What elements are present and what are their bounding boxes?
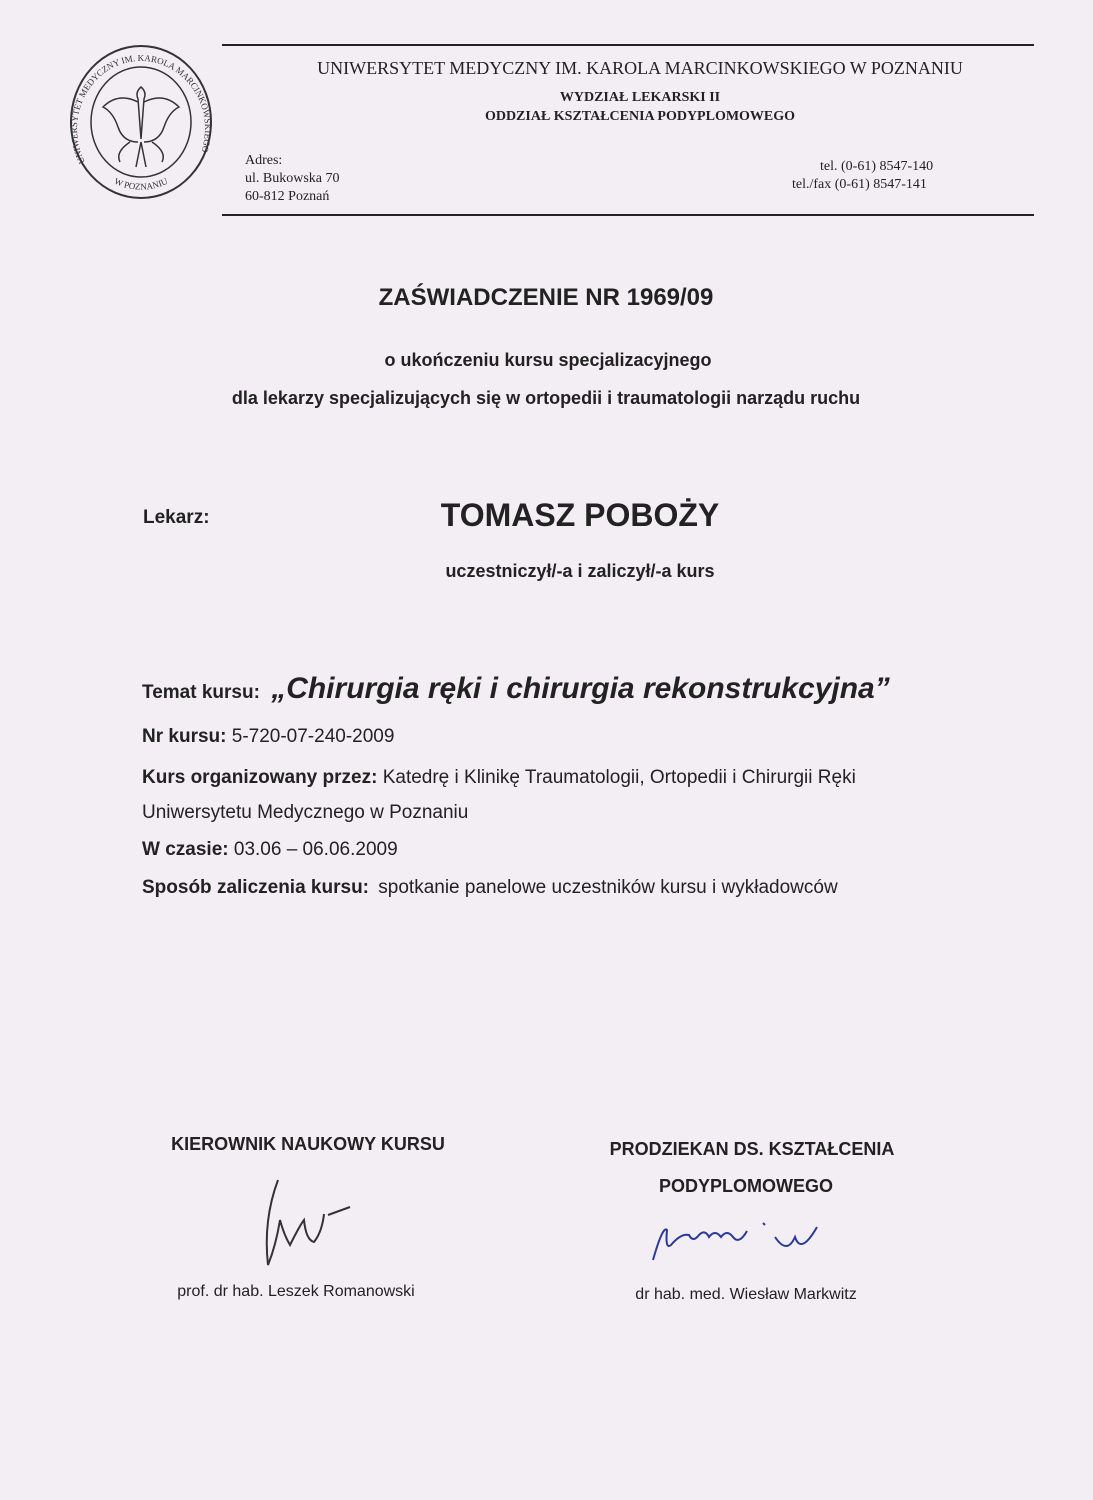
faculty-name: WYDZIAŁ LEKARSKI II <box>559 90 721 105</box>
time-label: W czasie: <box>142 839 229 860</box>
organizer-row <box>142 767 856 789</box>
completion-method: spotkanie panelowe uczestników kursu i wykładowców <box>378 877 838 898</box>
doctor-label: Lekarz: <box>143 507 210 528</box>
certificate-subtitle-1: o ukończeniu kursu specjalizacyjnego <box>384 350 712 370</box>
eagle-emblem <box>103 87 179 167</box>
course-dates: 03.06 – 06.06.2009 <box>233 839 398 860</box>
organizer-line-2: Uniwersytetu Medycznego w Poznaniu <box>142 802 469 823</box>
address-city: 60-812 Poznań <box>245 189 330 204</box>
address-block <box>245 152 340 206</box>
course-number-label: Nr kursu: <box>142 726 227 747</box>
certificate-title: ZAŚWIADCZENIE NR 1969/09 <box>378 284 714 311</box>
right-signatory-name: dr hab. med. Wiesław Markwitz <box>635 1286 857 1303</box>
contact-block <box>792 158 933 194</box>
left-signature <box>250 1175 370 1270</box>
phone: tel. (0-61) 8547-140 <box>820 159 934 174</box>
address-label: Adres: <box>245 153 283 168</box>
course-number: 5-720-07-240-2009 <box>231 726 395 747</box>
doctor-name: TOMASZ POBOŻY <box>440 497 720 533</box>
course-number-row <box>142 726 394 748</box>
completion-label: Sposób zaliczenia kursu: <box>142 877 369 898</box>
left-signature-title: KIEROWNIK NAUKOWY KURSU <box>171 1134 445 1154</box>
right-signature <box>645 1215 845 1270</box>
fax: tel./fax (0-61) 8547-141 <box>792 177 927 192</box>
header-rule-top <box>222 44 1034 46</box>
certificate-subtitle-2: dla lekarzy specjalizujących się w ortopedii i traumatologii narządu ruchu <box>231 388 861 408</box>
left-signatory-name: prof. dr hab. Leszek Romanowski <box>177 1283 415 1300</box>
university-seal <box>68 42 214 202</box>
completion-row <box>142 877 838 899</box>
topic-label: Temat kursu: <box>142 682 260 703</box>
organizer-line-1: Katedrę i Klinikę Traumatologii, Ortopedii i Chirurgii Ręki <box>382 767 856 788</box>
course-topic: „Chirurgia ręki i chirurgia rekonstrukcyjna” <box>271 672 890 705</box>
organizer-label: Kurs organizowany przez: <box>142 767 378 788</box>
time-row <box>142 839 398 861</box>
right-signature-title-2: PODYPLOMOWEGO <box>658 1176 834 1196</box>
department-name: ODDZIAŁ KSZTAŁCENIA PODYPLOMOWEGO <box>484 109 796 124</box>
university-name: UNIWERSYTET MEDYCZNY IM. KAROLA MARCINKOWSKIEGO W POZNANIU <box>317 58 963 78</box>
topic-row <box>142 672 890 706</box>
seal-lettering: UNIWERSYTET MEDYCZNY IM. KAROLA MARCINKOWSKIEGO W POZNANIU <box>68 52 214 192</box>
right-signature-title-1: PRODZIEKAN DS. KSZTAŁCENIA <box>609 1139 895 1159</box>
address-street: ul. Bukowska 70 <box>245 171 340 186</box>
participation-text: uczestniczył/-a i zaliczył/-a kurs <box>445 561 715 581</box>
header-rule-bottom <box>222 214 1034 216</box>
